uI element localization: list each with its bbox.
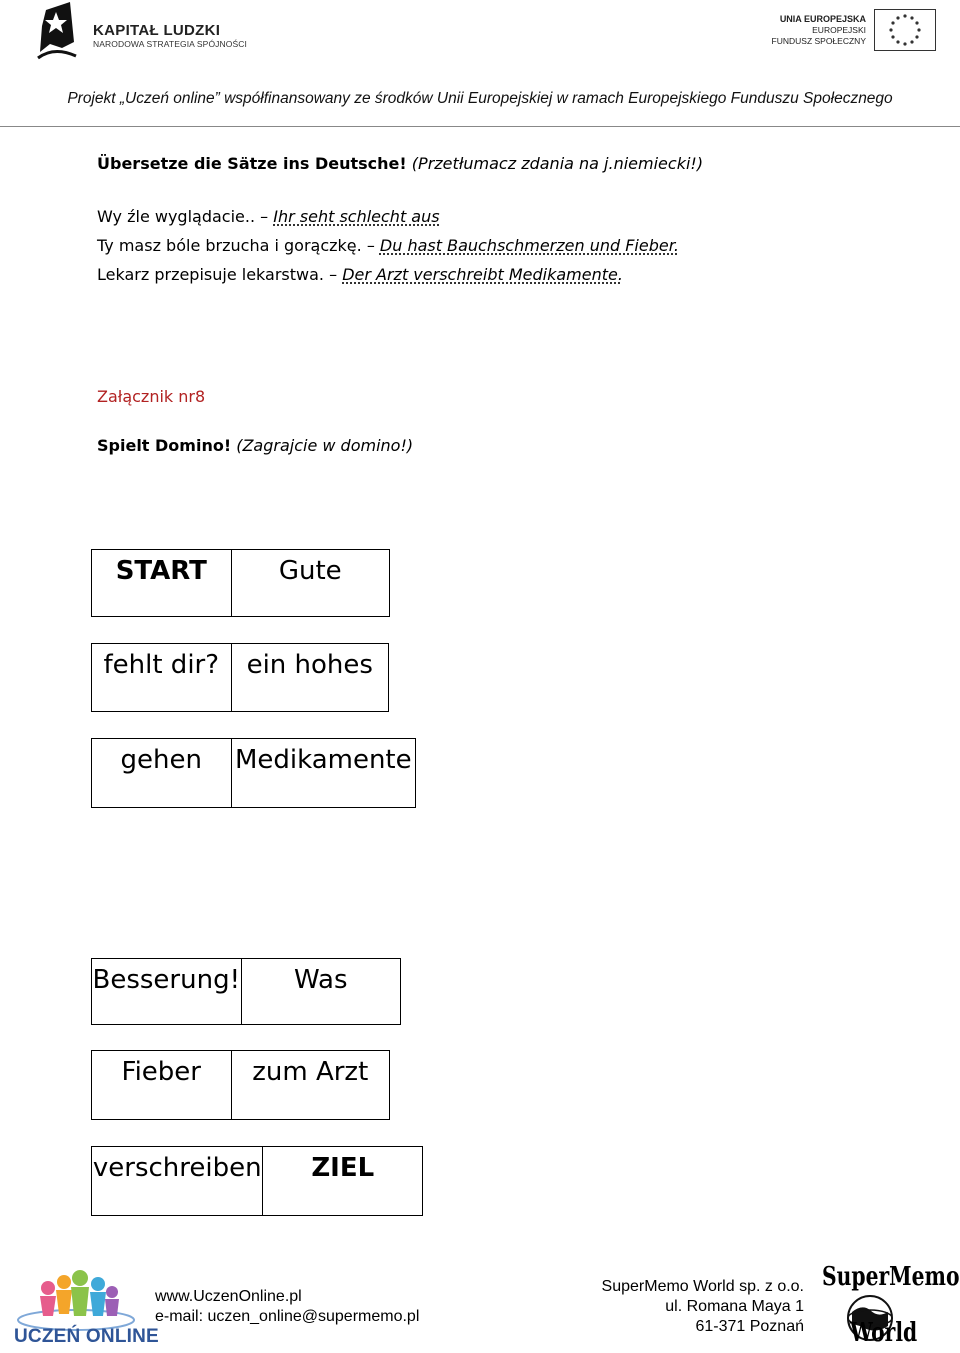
domino-tile xyxy=(91,643,389,712)
domino-right: zum Arzt xyxy=(252,1057,369,1087)
eu-flag-icon xyxy=(874,9,936,51)
kapital-ludzki-logo-icon xyxy=(36,2,78,60)
sentence-answer: Du hast Bauchschmerzen und Fieber. xyxy=(379,236,679,255)
sentence-answer: Ihr seht schlecht aus xyxy=(273,207,440,226)
sentence-2 xyxy=(97,236,679,255)
kapital-ludzki-title: KAPITAŁ LUDZKI xyxy=(93,22,221,39)
domino-right: Gute xyxy=(278,556,342,586)
domino-left: verschreiben xyxy=(92,1147,263,1215)
domino-left: gehen xyxy=(92,739,232,807)
footer-street: ul. Romana Maya 1 xyxy=(665,1298,804,1315)
domino-instruction-de: Spielt Domino! xyxy=(97,436,232,455)
domino-tile xyxy=(91,1146,423,1216)
supermemo-logo-line1: SuperMemo xyxy=(822,1262,960,1292)
instruction-pl: (Przetłumacz zdania na j.niemiecki!) xyxy=(411,154,704,173)
sentence-answer: Der Arzt verschreibt Medikamente. xyxy=(342,265,623,284)
eu-label-line3: FUNDUSZ SPOŁECZNY xyxy=(771,36,866,46)
domino-left: Fieber xyxy=(92,1051,232,1119)
domino-instruction-pl: (Zagrajcie w domino!) xyxy=(236,436,414,455)
footer-website: www.UczenOnline.pl xyxy=(155,1288,302,1305)
sentence-pl: Ty masz bóle brzucha i gorączkę. xyxy=(97,236,362,255)
footer-city: 61-371 Poznań xyxy=(695,1318,804,1335)
attachment-label: Załącznik nr8 xyxy=(97,387,206,406)
instruction-de: Übersetze die Sätze ins Deutsche! xyxy=(97,154,407,173)
eu-label-line2: EUROPEJSKI xyxy=(812,25,866,35)
eu-label-line1: UNIA EUROPEJSKA xyxy=(779,14,866,24)
kapital-ludzki-subtitle: NARODOWA STRATEGIA SPÓJNOŚCI xyxy=(93,39,247,49)
sentence-dash: – xyxy=(260,207,269,226)
project-funding-line: Projekt „Uczeń online” współfinansowany ze środków Unii Europejskiej w ramach Europejskiego Funduszu Społecznego xyxy=(67,90,893,107)
domino-left: START xyxy=(92,550,232,616)
supermemo-logo-line2: World xyxy=(850,1318,918,1348)
domino-right: Was xyxy=(293,965,348,995)
sentence-3 xyxy=(97,265,623,284)
domino-tile xyxy=(91,738,416,808)
sentence-dash: – xyxy=(329,265,338,284)
sentence-dash: – xyxy=(366,236,375,255)
footer-company: SuperMemo World sp. z o.o. xyxy=(601,1278,804,1295)
domino-tile xyxy=(91,1050,390,1120)
exercise-instruction xyxy=(97,154,703,173)
domino-instruction xyxy=(97,436,413,455)
domino-tile xyxy=(91,958,401,1025)
domino-left: fehlt dir? xyxy=(92,644,232,711)
footer-email: e-mail: uczen_online@supermemo.pl xyxy=(155,1308,420,1325)
domino-right: ein hohes xyxy=(246,650,373,680)
header-divider xyxy=(0,126,960,127)
sentence-pl: Wy źle wyglądacie.. xyxy=(97,207,256,226)
sentence-1 xyxy=(97,207,440,226)
uczen-online-logo-text: UCZEŃ ONLINE xyxy=(14,1326,159,1347)
domino-right: Medikamente xyxy=(234,745,412,775)
domino-right: ZIEL xyxy=(311,1153,375,1183)
sentence-pl: Lekarz przepisuje lekarstwa. xyxy=(97,265,324,284)
domino-left: Besserung! xyxy=(92,959,242,1024)
domino-tile xyxy=(91,549,390,617)
